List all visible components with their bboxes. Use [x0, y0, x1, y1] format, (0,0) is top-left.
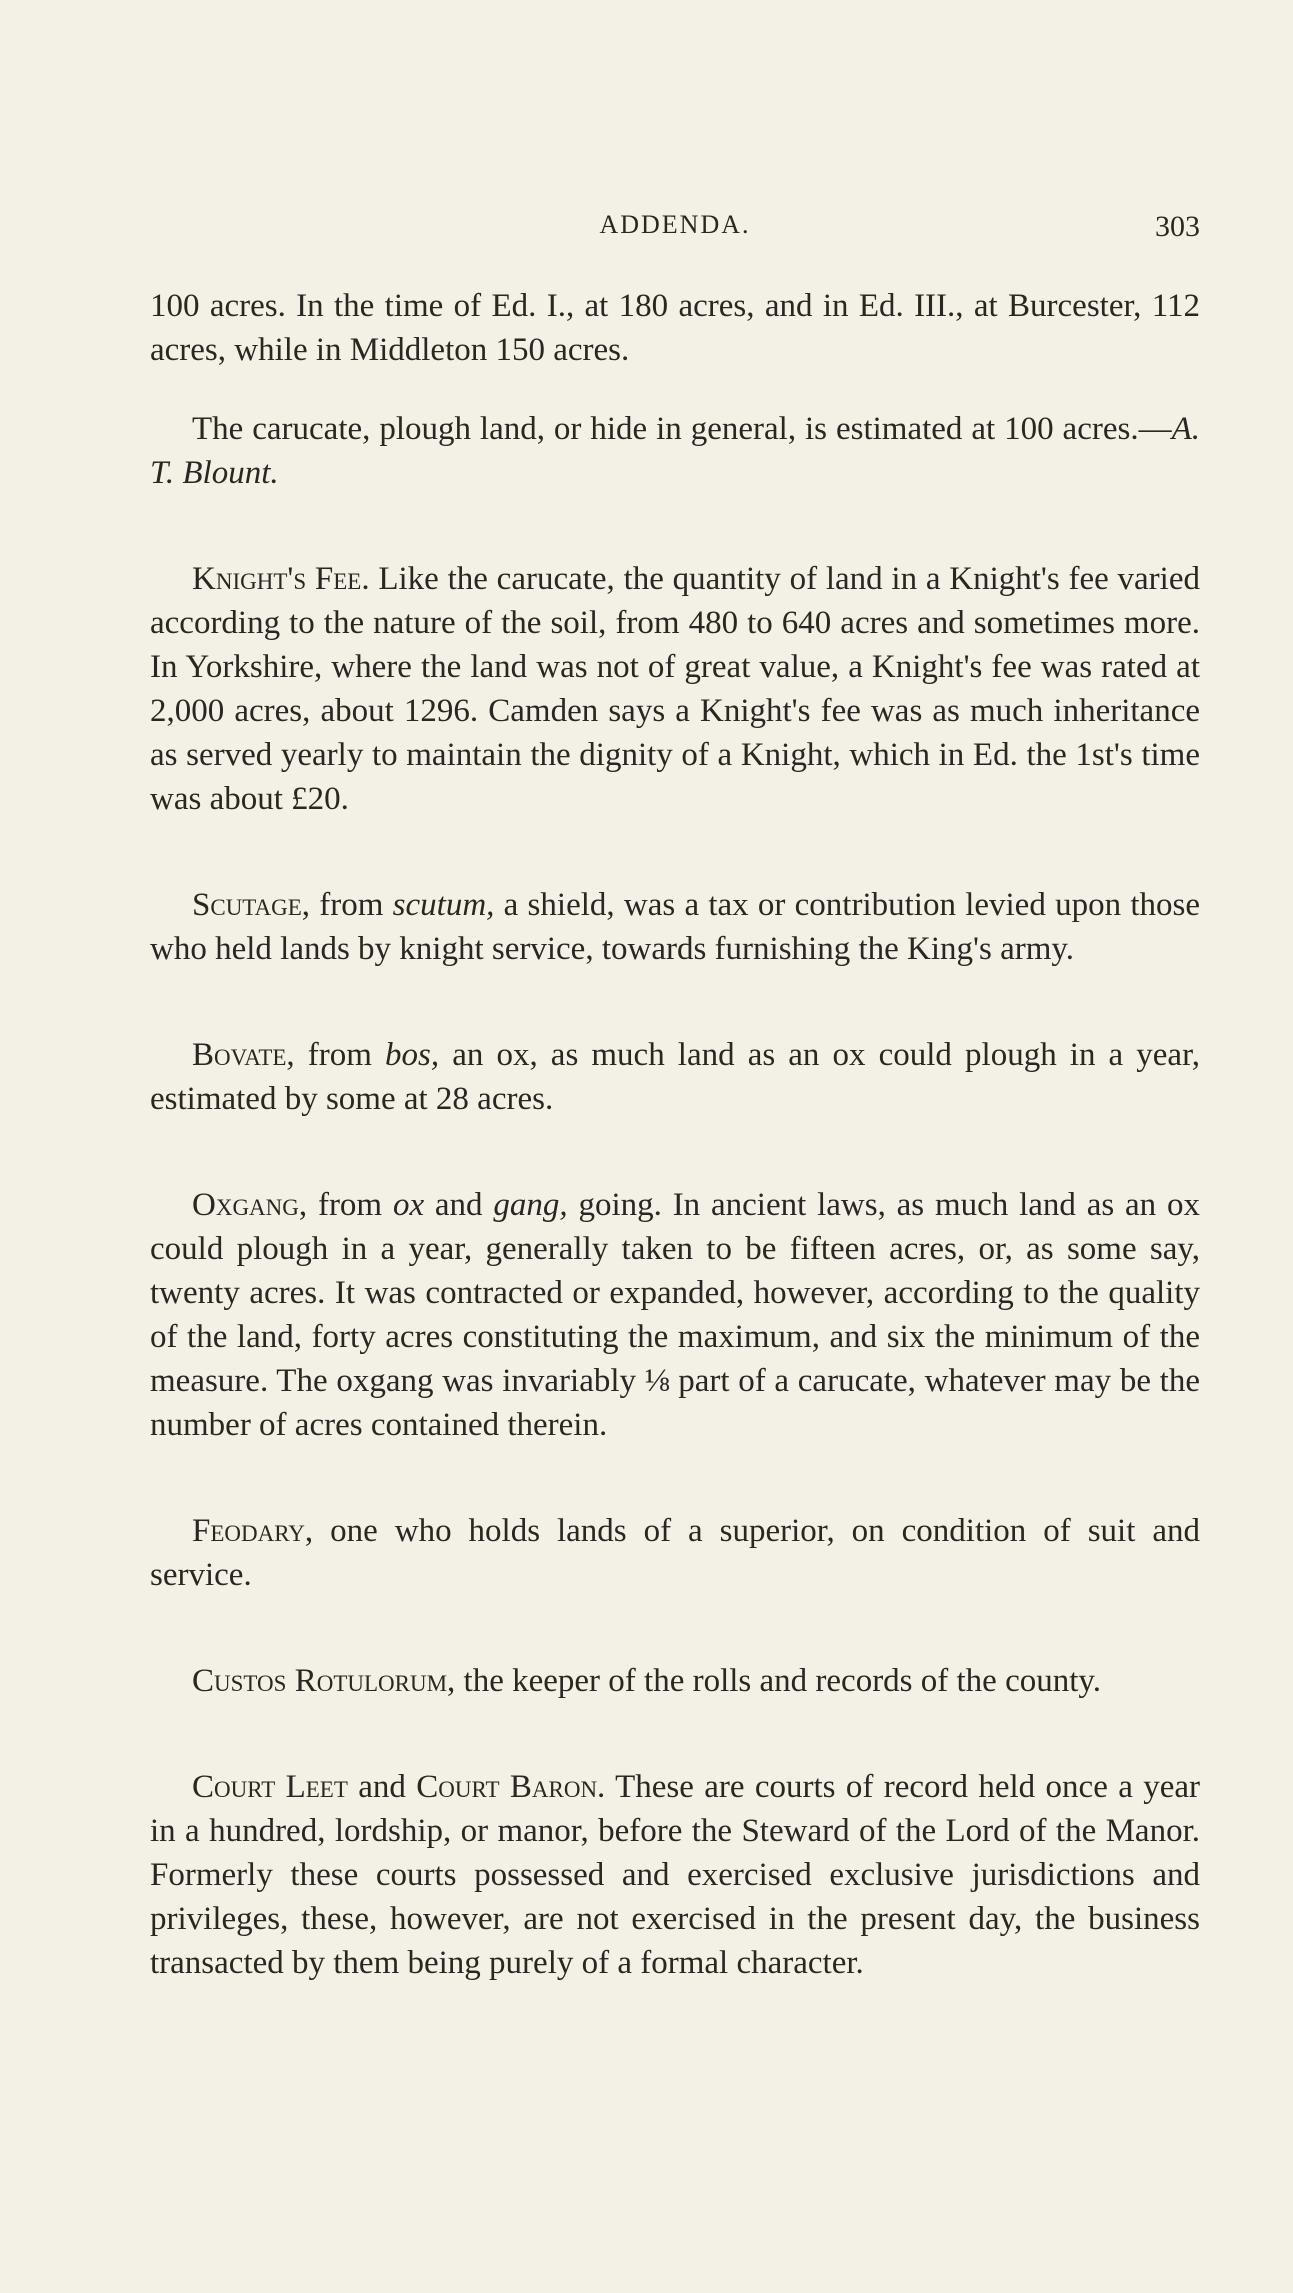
attribution: A. T. Blount.	[150, 411, 1200, 491]
entry-term: Court Baron.	[416, 1769, 606, 1805]
entry-definition: one who holds lands of a superior, on condition of suit and service.	[150, 1513, 1200, 1593]
paragraph-text: The carucate, plough land, or hide in general, is estimated at 100 acres.—	[192, 411, 1172, 447]
entry-connector: and	[347, 1769, 417, 1805]
entry-term: Scutage,	[192, 887, 311, 923]
entry-definition: going. In ancient laws, as much land as an ox could plough in a year, generally taken to be fifteen acres, or, as some say, twenty acres. It was contracted or expanded, however, according to the quality of the land, forty acres constituting the maximum, and six the minimum of the measure. The oxgang was invariably ⅛ part of a carucate, whatever may be the number of acres contained therein.	[150, 1187, 1201, 1443]
entry-term: Knight's Fee.	[192, 561, 370, 597]
page-body	[150, 284, 1200, 2020]
running-head	[150, 210, 1200, 250]
entry-etymology: ox	[392, 1187, 425, 1223]
entry-connector: and	[424, 1187, 494, 1223]
entry-connector: from	[294, 1037, 386, 1073]
entry-court-leet-baron	[150, 1765, 1200, 1985]
entry-definition: a shield, was a tax or contribution levied upon those who held lands by knight service, towards furnishing the King's army.	[150, 887, 1200, 967]
entry-scutage	[150, 883, 1200, 971]
paragraph-text: 100 acres. In the time of Ed. I., at 180 acres, and in Ed. III., at Burcester, 112 acres, while in Middleton 150 acres.	[150, 288, 1200, 368]
entry-term: Custos Rotulorum,	[192, 1663, 456, 1699]
entry-etymology: scutum,	[392, 887, 495, 923]
paragraph-continuation	[150, 284, 1200, 372]
entry-bovate	[150, 1033, 1200, 1121]
entry-knights-fee	[150, 557, 1200, 821]
entry-definition: Like the carucate, the quantity of land in a Knight's fee varied according to the nature of the soil, from 480 to 640 acres and sometimes more. In Yorkshire, where the land was not of great value, a Knight's fee was rated at 2,000 acres, about 1296. Camden says a Knight's fee was as much inheritance as served yearly to maintain the dignity of a Knight, which in Ed. the 1st's time was about £20.	[150, 561, 1200, 817]
entry-definition: These are courts of record held once a year in a hundred, lordship, or manor, before the Steward of the Lord of the Manor. Formerly these courts possessed and exercised exclusive jurisdictions and privileges, these, however, are not exercised in the present day, the business transacted by them being purely of a formal character.	[150, 1769, 1200, 1981]
entry-oxgang	[150, 1183, 1200, 1447]
entry-term: Oxgang,	[192, 1187, 308, 1223]
entry-connector: from	[307, 1187, 393, 1223]
entry-term: Bovate,	[192, 1037, 295, 1073]
entry-etymology: gang,	[493, 1187, 568, 1223]
entry-term: Feodary,	[192, 1513, 314, 1549]
paragraph-carucate	[150, 407, 1200, 495]
entry-connector: from	[310, 887, 393, 923]
entry-feodary	[150, 1509, 1200, 1597]
page-number: 303	[1155, 210, 1200, 243]
entry-definition: an ox, as much land as an ox could plough in a year, estimated by some at 28 acres.	[150, 1037, 1200, 1117]
entry-term: Court Leet	[192, 1769, 348, 1805]
entry-etymology: bos,	[385, 1037, 440, 1073]
entry-custos-rotulorum	[150, 1659, 1200, 1703]
running-title: ADDENDA.	[599, 210, 751, 239]
entry-definition: the keeper of the rolls and records of the county.	[455, 1663, 1102, 1699]
